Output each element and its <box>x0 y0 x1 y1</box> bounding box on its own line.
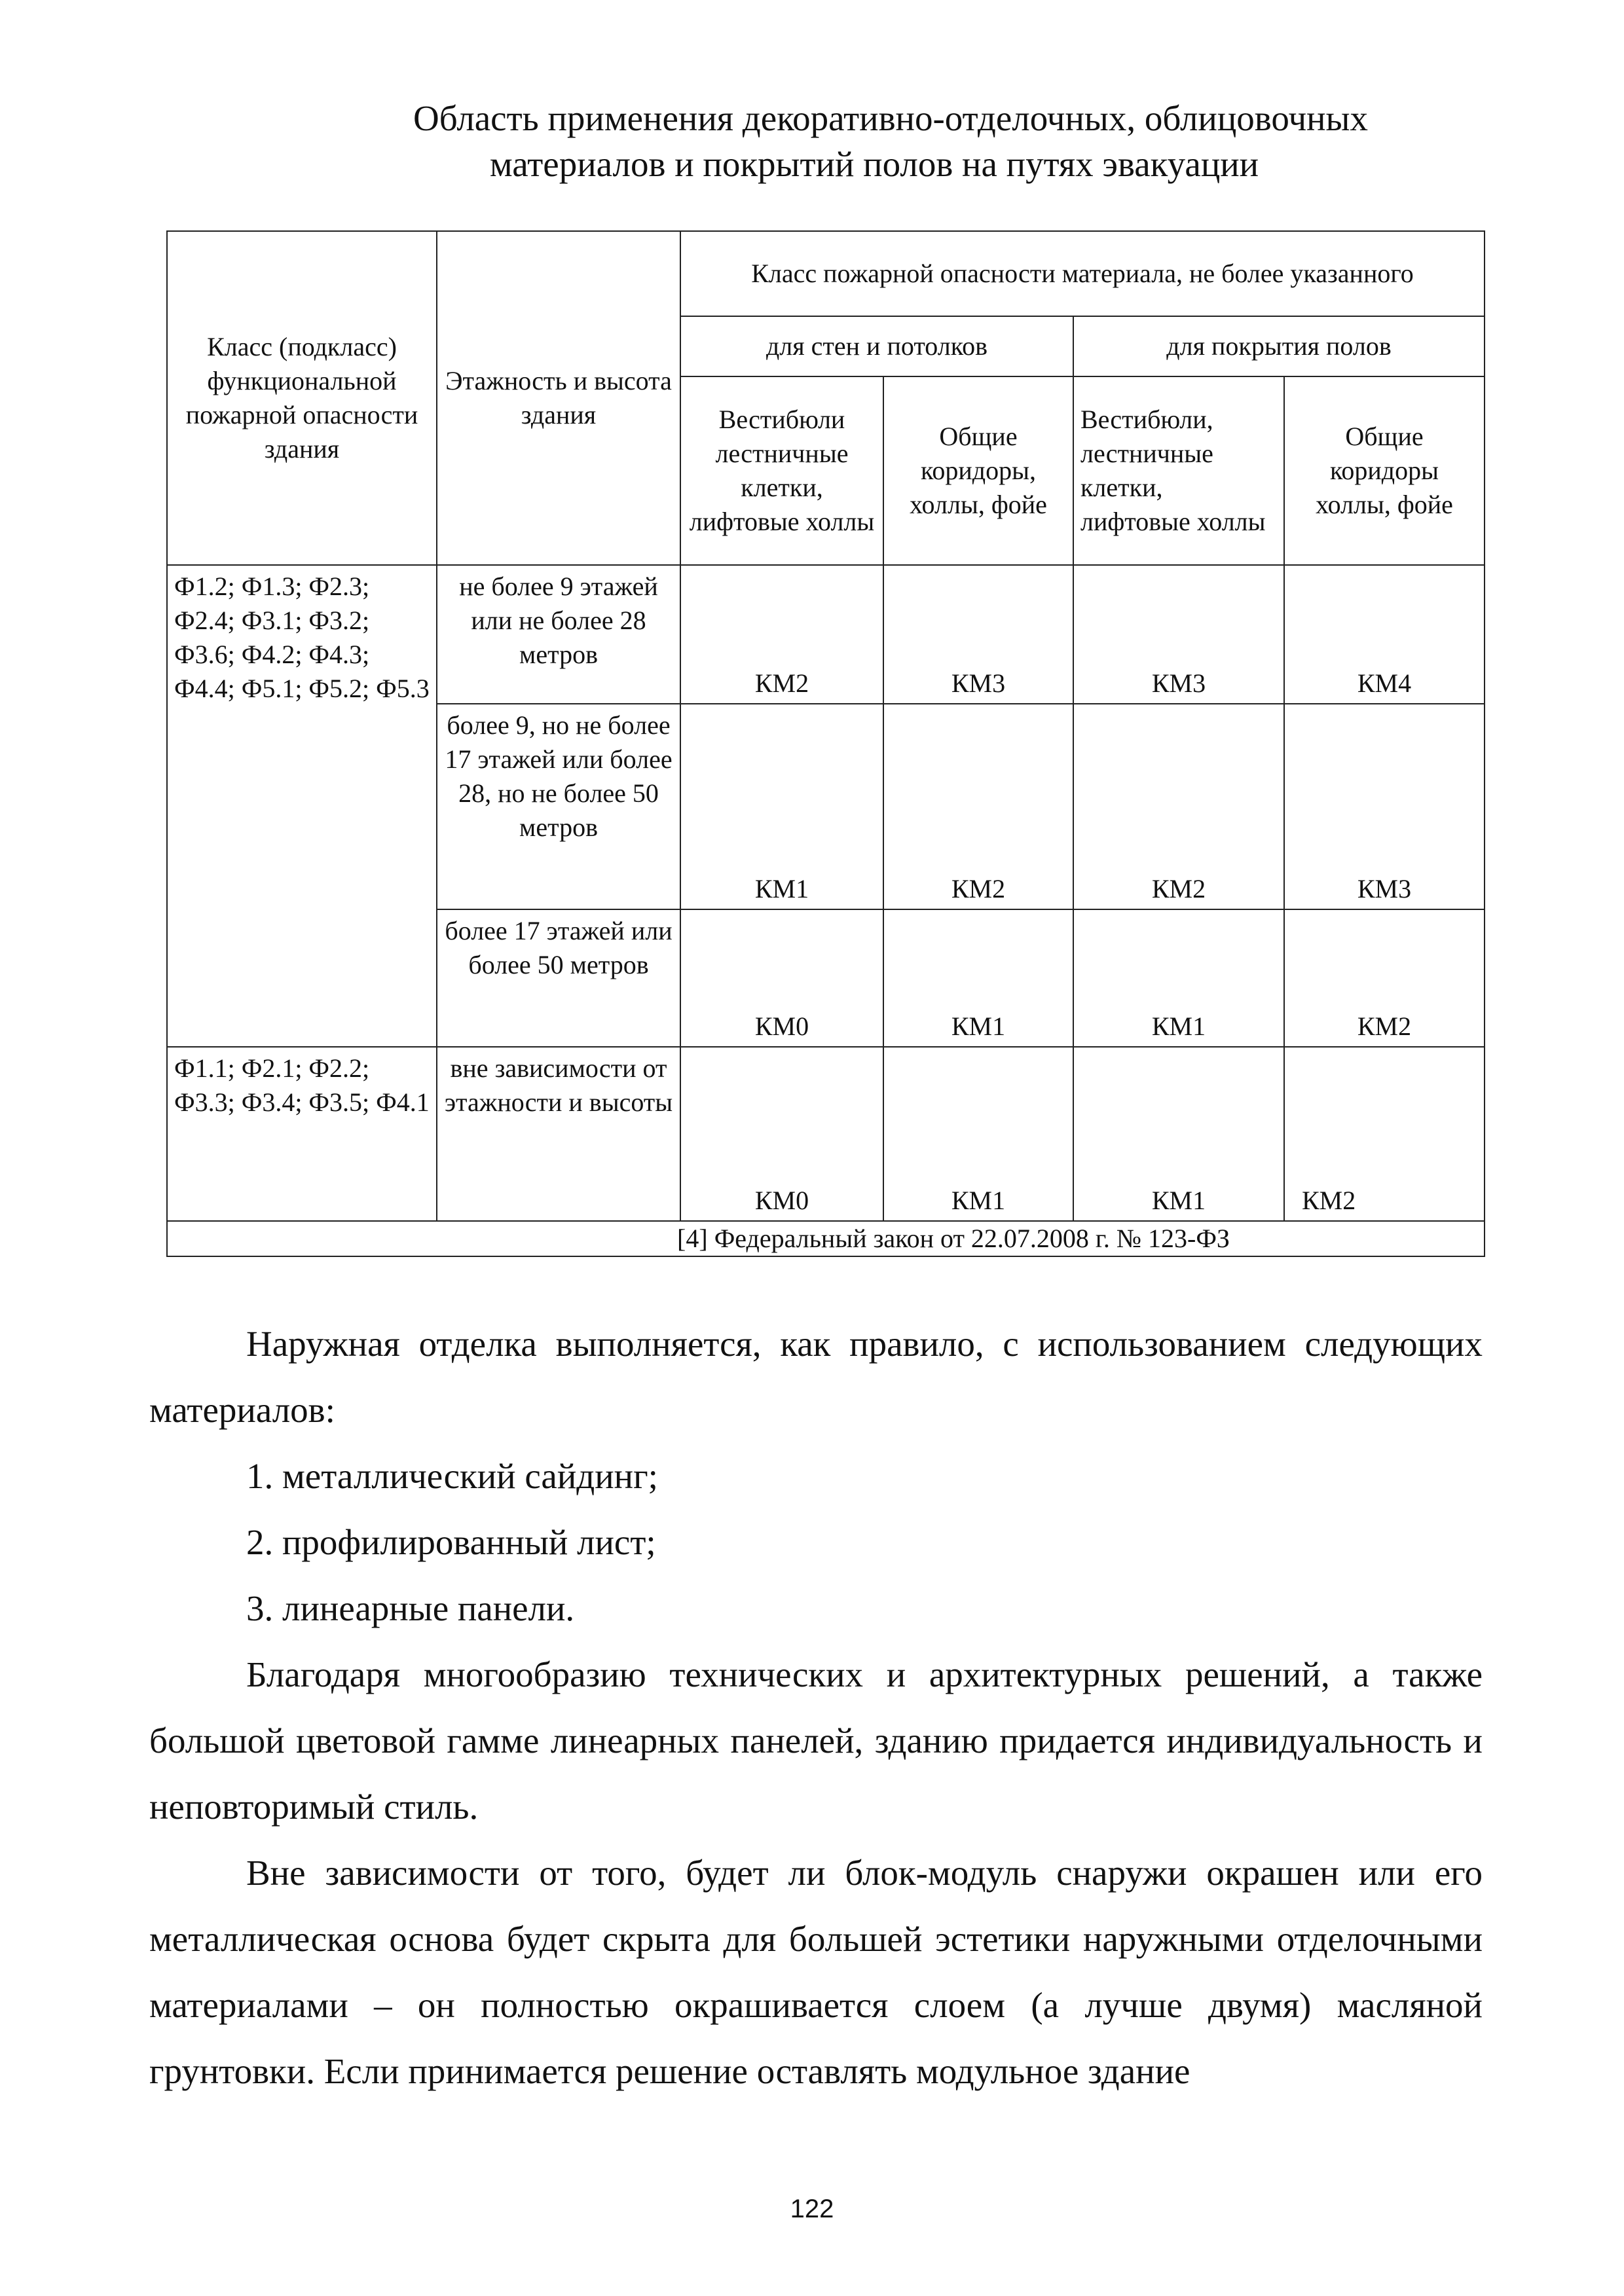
value-cell: КМ3 <box>1284 704 1485 909</box>
page-number: 122 <box>790 2195 834 2223</box>
paragraph-exterior-finish: Наружная отделка выполняется, как правило, с использованием следующих материалов: <box>149 1324 1483 1430</box>
value-cell: КМ1 <box>883 1047 1073 1221</box>
paragraph-block-module: Вне зависимости от того, будет ли блок-модуль снаружи окрашен или его металлическая основа будет скрыта для большей эстетики наружными отделочными материалами – он полностью окрашивается слоем (а лучше двумя) масляной грунтовки. Если принимается решение оставлять модульное здание <box>149 1853 1483 2091</box>
fire-class-table <box>166 230 1485 1257</box>
height-cell: вне зависимости от этажности и высоты <box>437 1047 680 1221</box>
list-item: 1. металлический сайдинг; <box>246 1456 658 1496</box>
value-cell: КМ2 <box>1073 704 1284 909</box>
value-cell: КМ1 <box>883 909 1073 1047</box>
height-cell: более 17 этажей или более 50 метров <box>437 909 680 1047</box>
table-caption-line-1: Область применения декоративно-отделочных, облицовочных <box>413 98 1368 138</box>
value-cell: КМ1 <box>1073 1047 1284 1221</box>
table-source-row <box>167 1221 1485 1256</box>
header-floor-coverings: для покрытия полов <box>1073 316 1485 376</box>
body-text <box>149 1311 1483 2104</box>
value-cell: КМ1 <box>680 704 883 909</box>
header-vestibules-floors: Вестибюли, лестничные клетки, лифтовые холлы <box>1073 376 1284 565</box>
value-cell: КМ0 <box>680 1047 883 1221</box>
functional-classes-group-1: Ф1.2; Ф1.3; Ф2.3; Ф2.4; Ф3.1; Ф3.2; Ф3.6; Ф4.2; Ф4.3; Ф4.4; Ф5.1; Ф5.2; Ф5.3 <box>167 565 437 1047</box>
list-item: 3. линеарные панели. <box>246 1588 575 1628</box>
value-cell: КМ2 <box>1284 1047 1485 1221</box>
value-cell: КМ2 <box>680 565 883 704</box>
table-caption-line-2: материалов и покрытий полов на путях эвакуации <box>489 144 1259 184</box>
value-cell: КМ4 <box>1284 565 1485 704</box>
table-row <box>167 565 1485 704</box>
value-cell: КМ3 <box>883 565 1073 704</box>
header-floors-height: Этажность и высота здания <box>437 231 680 565</box>
value-cell: КМ1 <box>1073 909 1284 1047</box>
value-cell: КМ0 <box>680 909 883 1047</box>
value-cell: КМ3 <box>1073 565 1284 704</box>
header-functional-class: Класс (подкласс) функциональной пожарной опасности здания <box>167 231 437 565</box>
header-walls-ceilings: для стен и потолков <box>680 316 1073 376</box>
header-corridors-floors: Общие коридоры холлы, фойе <box>1284 376 1485 565</box>
value-cell: КМ2 <box>883 704 1073 909</box>
table-row <box>167 1047 1485 1221</box>
header-vestibules-walls: Вестибюли лестничные клетки, лифтовые холлы <box>680 376 883 565</box>
functional-classes-group-2: Ф1.1; Ф2.1; Ф2.2; Ф3.3; Ф3.4; Ф3.5; Ф4.1 <box>167 1047 437 1221</box>
header-corridors-walls: Общие коридоры, холлы, фойе <box>883 376 1073 565</box>
header-material-class: Класс пожарной опасности материала, не более указанного <box>680 231 1485 316</box>
value-cell: КМ2 <box>1284 909 1485 1047</box>
paragraph-linear-panels: Благодаря многообразию технических и архитектурных решений, а также большой цветовой гамме линеарных панелей, зданию придается индивидуальность и неповторимый стиль. <box>149 1654 1483 1827</box>
list-item: 2. профилированный лист; <box>246 1522 656 1562</box>
table-source-note: [4] Федеральный закон от 22.07.2008 г. № 123-ФЗ <box>677 1224 1230 1253</box>
height-cell: не более 9 этажей или не более 28 метров <box>437 565 680 704</box>
height-cell: более 9, но не более 17 этажей или более 28, но не более 50 метров <box>437 704 680 909</box>
